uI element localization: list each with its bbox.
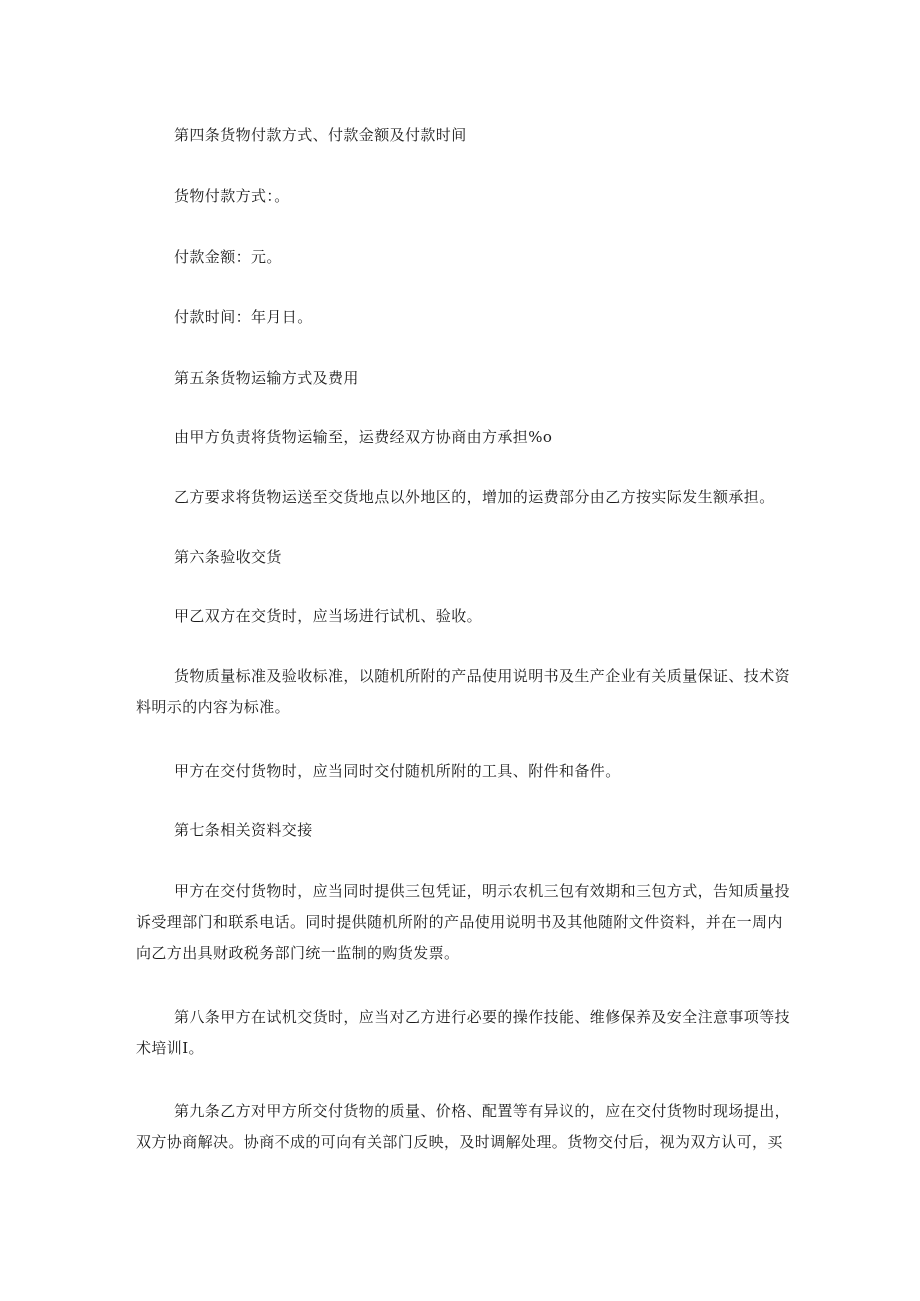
article-7-heading: 第七条相关资料交接	[174, 821, 313, 839]
payment-amount-line: 付款金额：元。	[174, 248, 282, 266]
article-8-paragraph: 第八条甲方在试机交货时，应当对乙方进行必要的操作技能、维修保养及安全注意事项等技术培训I。	[136, 1008, 791, 1057]
documents-handover-paragraph: 甲方在交付货物时，应当同时提供三包凭证，明示农机三包有效期和三包方式，告知质量投诉受理部门和联系电话。同时提供随机所附的产品使用说明书及其他随附文件资料，并在一周内向乙方出具财政税务部门统一监制的购货发票。	[136, 882, 791, 962]
article-4-heading: 第四条货物付款方式、付款金额及付款时间	[174, 126, 467, 144]
transport-cost-paragraph: 由甲方负责将货物运输至，运费经双方协商由方承担%o	[174, 428, 553, 446]
payment-time-line: 付款时间：年月日。	[174, 308, 313, 326]
accessories-paragraph: 甲方在交付货物时，应当同时交付随机所附的工具、附件和备件。	[174, 762, 621, 780]
article-5-heading: 第五条货物运输方式及费用	[174, 369, 359, 387]
article-6-heading: 第六条验收交货	[174, 548, 282, 566]
payment-method-line: 货物付款方式：。	[174, 187, 290, 205]
quality-standard-paragraph: 货物质量标准及验收标准，以随机所附的产品使用说明书及生产企业有关质量保证、技术资料明示的内容为标准。	[136, 667, 791, 716]
article-9-paragraph: 第九条乙方对甲方所交付货物的质量、价格、配置等有异议的，应在交付货物时现场提出，双方协商解决。协商不成的可向有关部门反映，及时调解处理。货物交付后，视为双方认可，买	[136, 1102, 791, 1151]
extra-freight-paragraph: 乙方要求将货物运送至交货地点以外地区的，增加的运费部分由乙方按实际发生额承担。	[174, 488, 775, 506]
trial-inspection-paragraph: 甲乙双方在交货时，应当场进行试机、验收。	[174, 607, 483, 625]
